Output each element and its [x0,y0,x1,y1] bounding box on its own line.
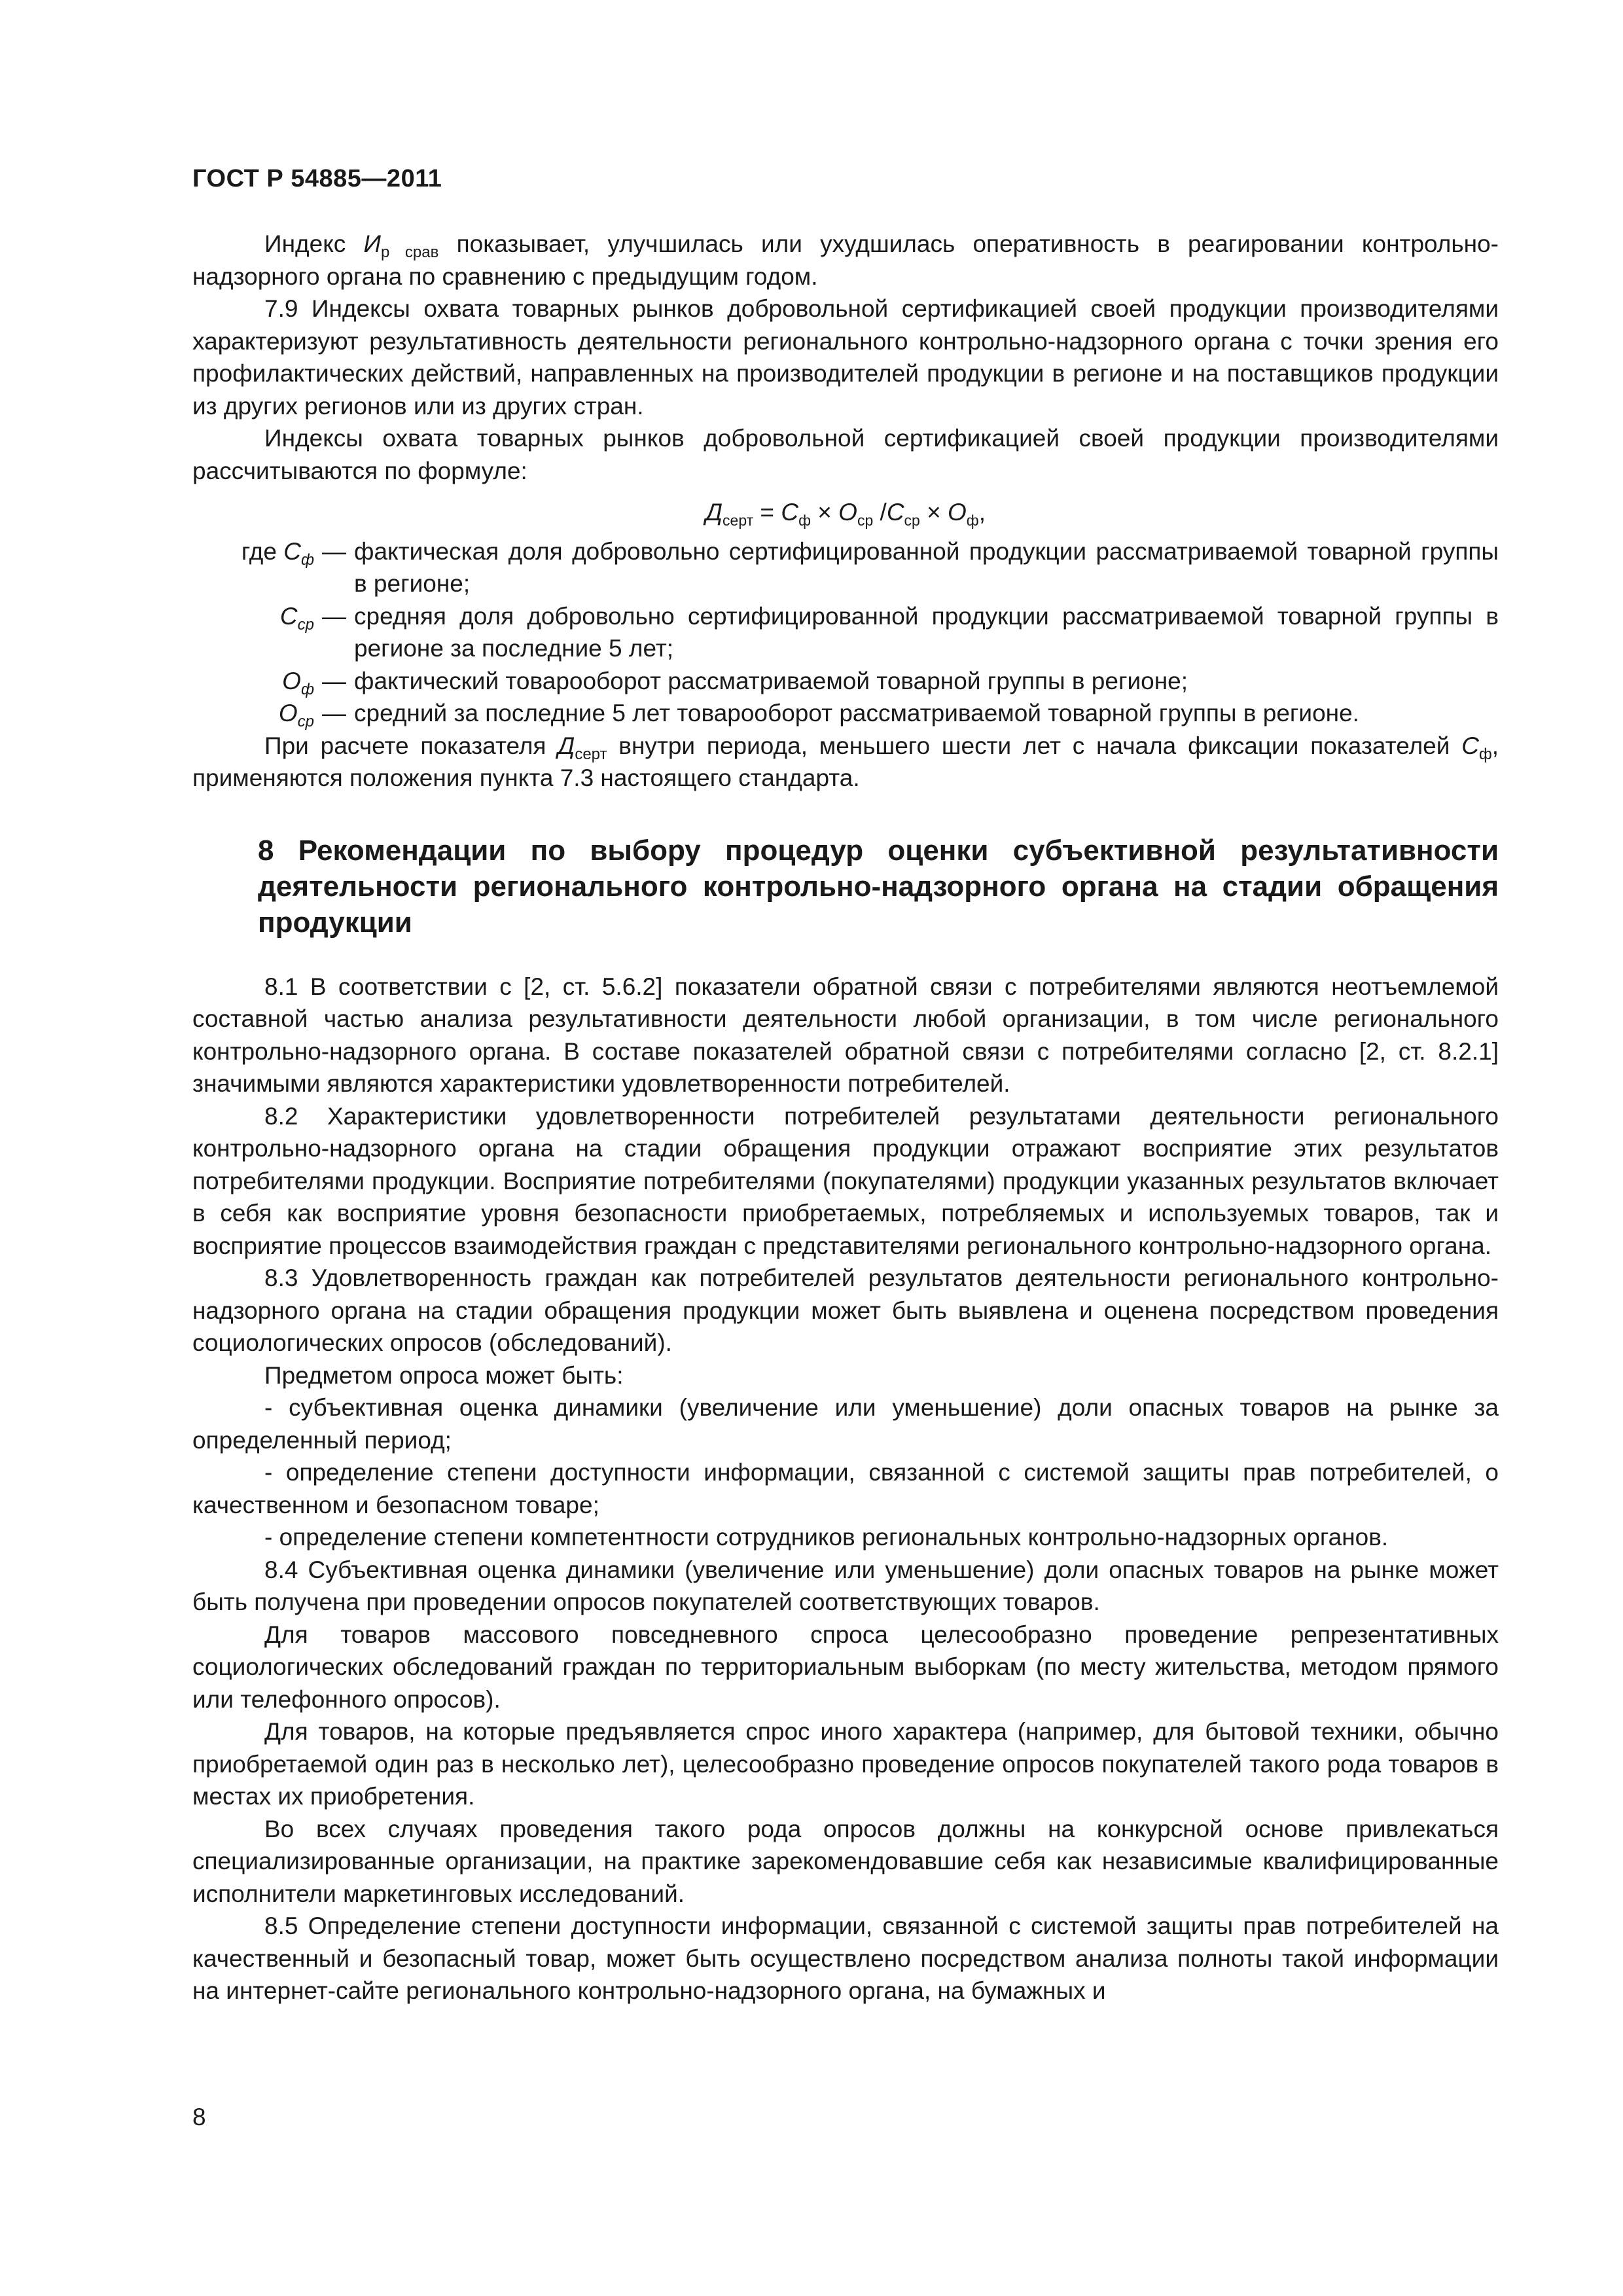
definition-text: средний за последние 5 лет товарооборот рассматриваемой товарной группы в регионе. [354,700,1359,726]
section-8-heading: 8 Рекомендации по выбору процедур оценки субъективной результативности деятельности регионального контрольно-надзорного органа на стадии обращения продукции [258,834,1499,939]
definition-term: $О_{ср}$ [278,700,314,730]
paragraph-other-goods: Для товаров, на которые предъявляется спрос иного характера (например, для бытовой техники, обычно приобретаемой один раз в несколько лет), целесообразно проведение опросов покупателей такого рода товаров в местах их приобретения. [192,1718,1499,1810]
paragraph-index-comparison [192,228,1499,293]
formula-definitions [192,535,1499,730]
definition-row [192,665,1499,698]
list-item: - субъективная оценка динамики (увеличение или уменьшение) доли опасных товаров на рынке за определенный период; [192,1394,1499,1454]
paragraph-survey-subject: Предметом опроса может быть: [264,1361,624,1389]
definition-row [192,697,1499,730]
page-number: 8 [192,2104,206,2130]
text-fragment: Индекс [264,230,364,257]
definition-row [192,600,1499,665]
definition-text: фактический товарооборот рассматриваемой товарной группы в регионе; [354,667,1188,694]
definition-term: $С_{ср}$ [279,602,314,634]
paragraph-mass-goods: Для товаров массового повседневного спроса целесообразно проведение репрезентативных социологических обследований граждан по территориальным выборкам (по месту жительства, методом прямого или телефонного опросов). [192,1621,1499,1713]
paragraph-7-9: 7.9 Индексы охвата товарных рынков добровольной сертификацией своей продукции производителями характеризуют результативность деятельности регионального контрольно-надзорного органа с точки зрения его профилактических действий, направленных на производителей продукции в регионе и на поставщиков продукции из других регионов или из других стран. [192,295,1499,420]
document-header: ГОСТ Р 54885—2011 [192,165,442,192]
paragraph-8-2: 8.2 Характеристики удовлетворенности потребителей результатами деятельности регионального контрольно-надзорного органа на стадии обращения продукции отражают восприятие этих результатов потребителями продукции. Восприятие потребителями (покупателями) продукции указанных результатов включает в себя как восприятие уровня безопасности приобретаемых, потребляемых и используемых товаров, так и восприятие процессов взаимодействия граждан с представителями регионального контрольно-надзорного органа. [192,1102,1499,1259]
definition-term: где $С_ф$ [241,537,314,569]
paragraph-8-1: 8.1 В соответствии с [2, ст. 5.6.2] показатели обратной связи с потребителями являются неотъемлемой составной частью анализа результативности деятельности любой организации, в том числе регионального контрольно-надзорного органа. В составе показателей обратной связи с потребителями согласно [2, ст. 8.2.1] значимыми являются характеристики удовлетворенности потребителей. [192,973,1499,1097]
definition-dash: — [322,700,346,726]
page-content [192,228,1499,2007]
paragraph-8-3: 8.3 Удовлетворенность граждан как потребителей результатов деятельности регионального контрольно-надзорного органа на стадии обращения продукции может быть выявлена и оценена посредством проведения социологических опросов (обследований). [192,1265,1499,1356]
paragraph-7-9-formula-intro: Индексы охвата товарных рынков добровольной сертификацией своей продукции производителями рассчитываются по формуле: [192,425,1499,484]
formula-d-sert: $Д_{серт} = С_ф \times О_{ср}$ $/С_{ср} \times О_ф$, [705,499,986,529]
paragraph-calc-rule: При расчете показателя $Д_{серт}$ внутри периода, меньшего шести лет с начала фиксации показателей $С_ф$, применяются положения пункта 7.3 настоящего стандарта. [192,732,1499,791]
text-fragment: показывает, улучшилась или ухудшилась оперативность в реагировании контрольно-надзорного органа по сравнению с предыдущим годом. [192,230,1499,290]
definition-dash: — [322,602,346,630]
index-symbol: $И_{р срав}$ [363,230,439,261]
paragraph-all-cases: Во всех случаях проведения такого рода опросов должны на конкурсной основе привлекаться специализированные организации, на практике зарекомендовавшие себя как независимые квалифицированные исполнители маркетинговых исследований. [192,1815,1499,1907]
paragraph-8-5: 8.5 Определение степени доступности информации, связанной с системой защиты прав потребителей на качественный и безопасный товар, может быть осуществлено посредством анализа полноты такой информации на интернет-сайте регионального контрольно-надзорного органа, на бумажных и [192,1912,1499,2004]
definition-text: фактическая доля добровольно сертифицированной продукции рассматриваемой товарной группы в регионе; [354,537,1499,597]
list-item: - определение степени компетентности сотрудников региональных контрольно-надзорных органов. [264,1524,1389,1551]
definition-dash: — [322,667,346,694]
list-item: - определение степени доступности информации, связанной с системой защиты прав потребителей, о качественном и безопасном товаре; [192,1459,1499,1518]
index-symbol: $С_ф$ [1461,732,1492,763]
index-symbol: $Д_{серт}$ [558,732,607,763]
definition-text: средняя доля добровольно сертифицированной продукции рассматриваемой товарной группы в регионе за последние 5 лет; [354,602,1499,662]
paragraph-8-4: 8.4 Субъективная оценка динамики (увеличение или уменьшение) доли опасных товаров на рынке может быть получена при проведении опросов покупателей соответствующих товаров. [192,1556,1499,1615]
definition-term: $О_ф$ [282,667,314,698]
definition-row [192,535,1499,600]
definition-dash: — [322,537,346,565]
